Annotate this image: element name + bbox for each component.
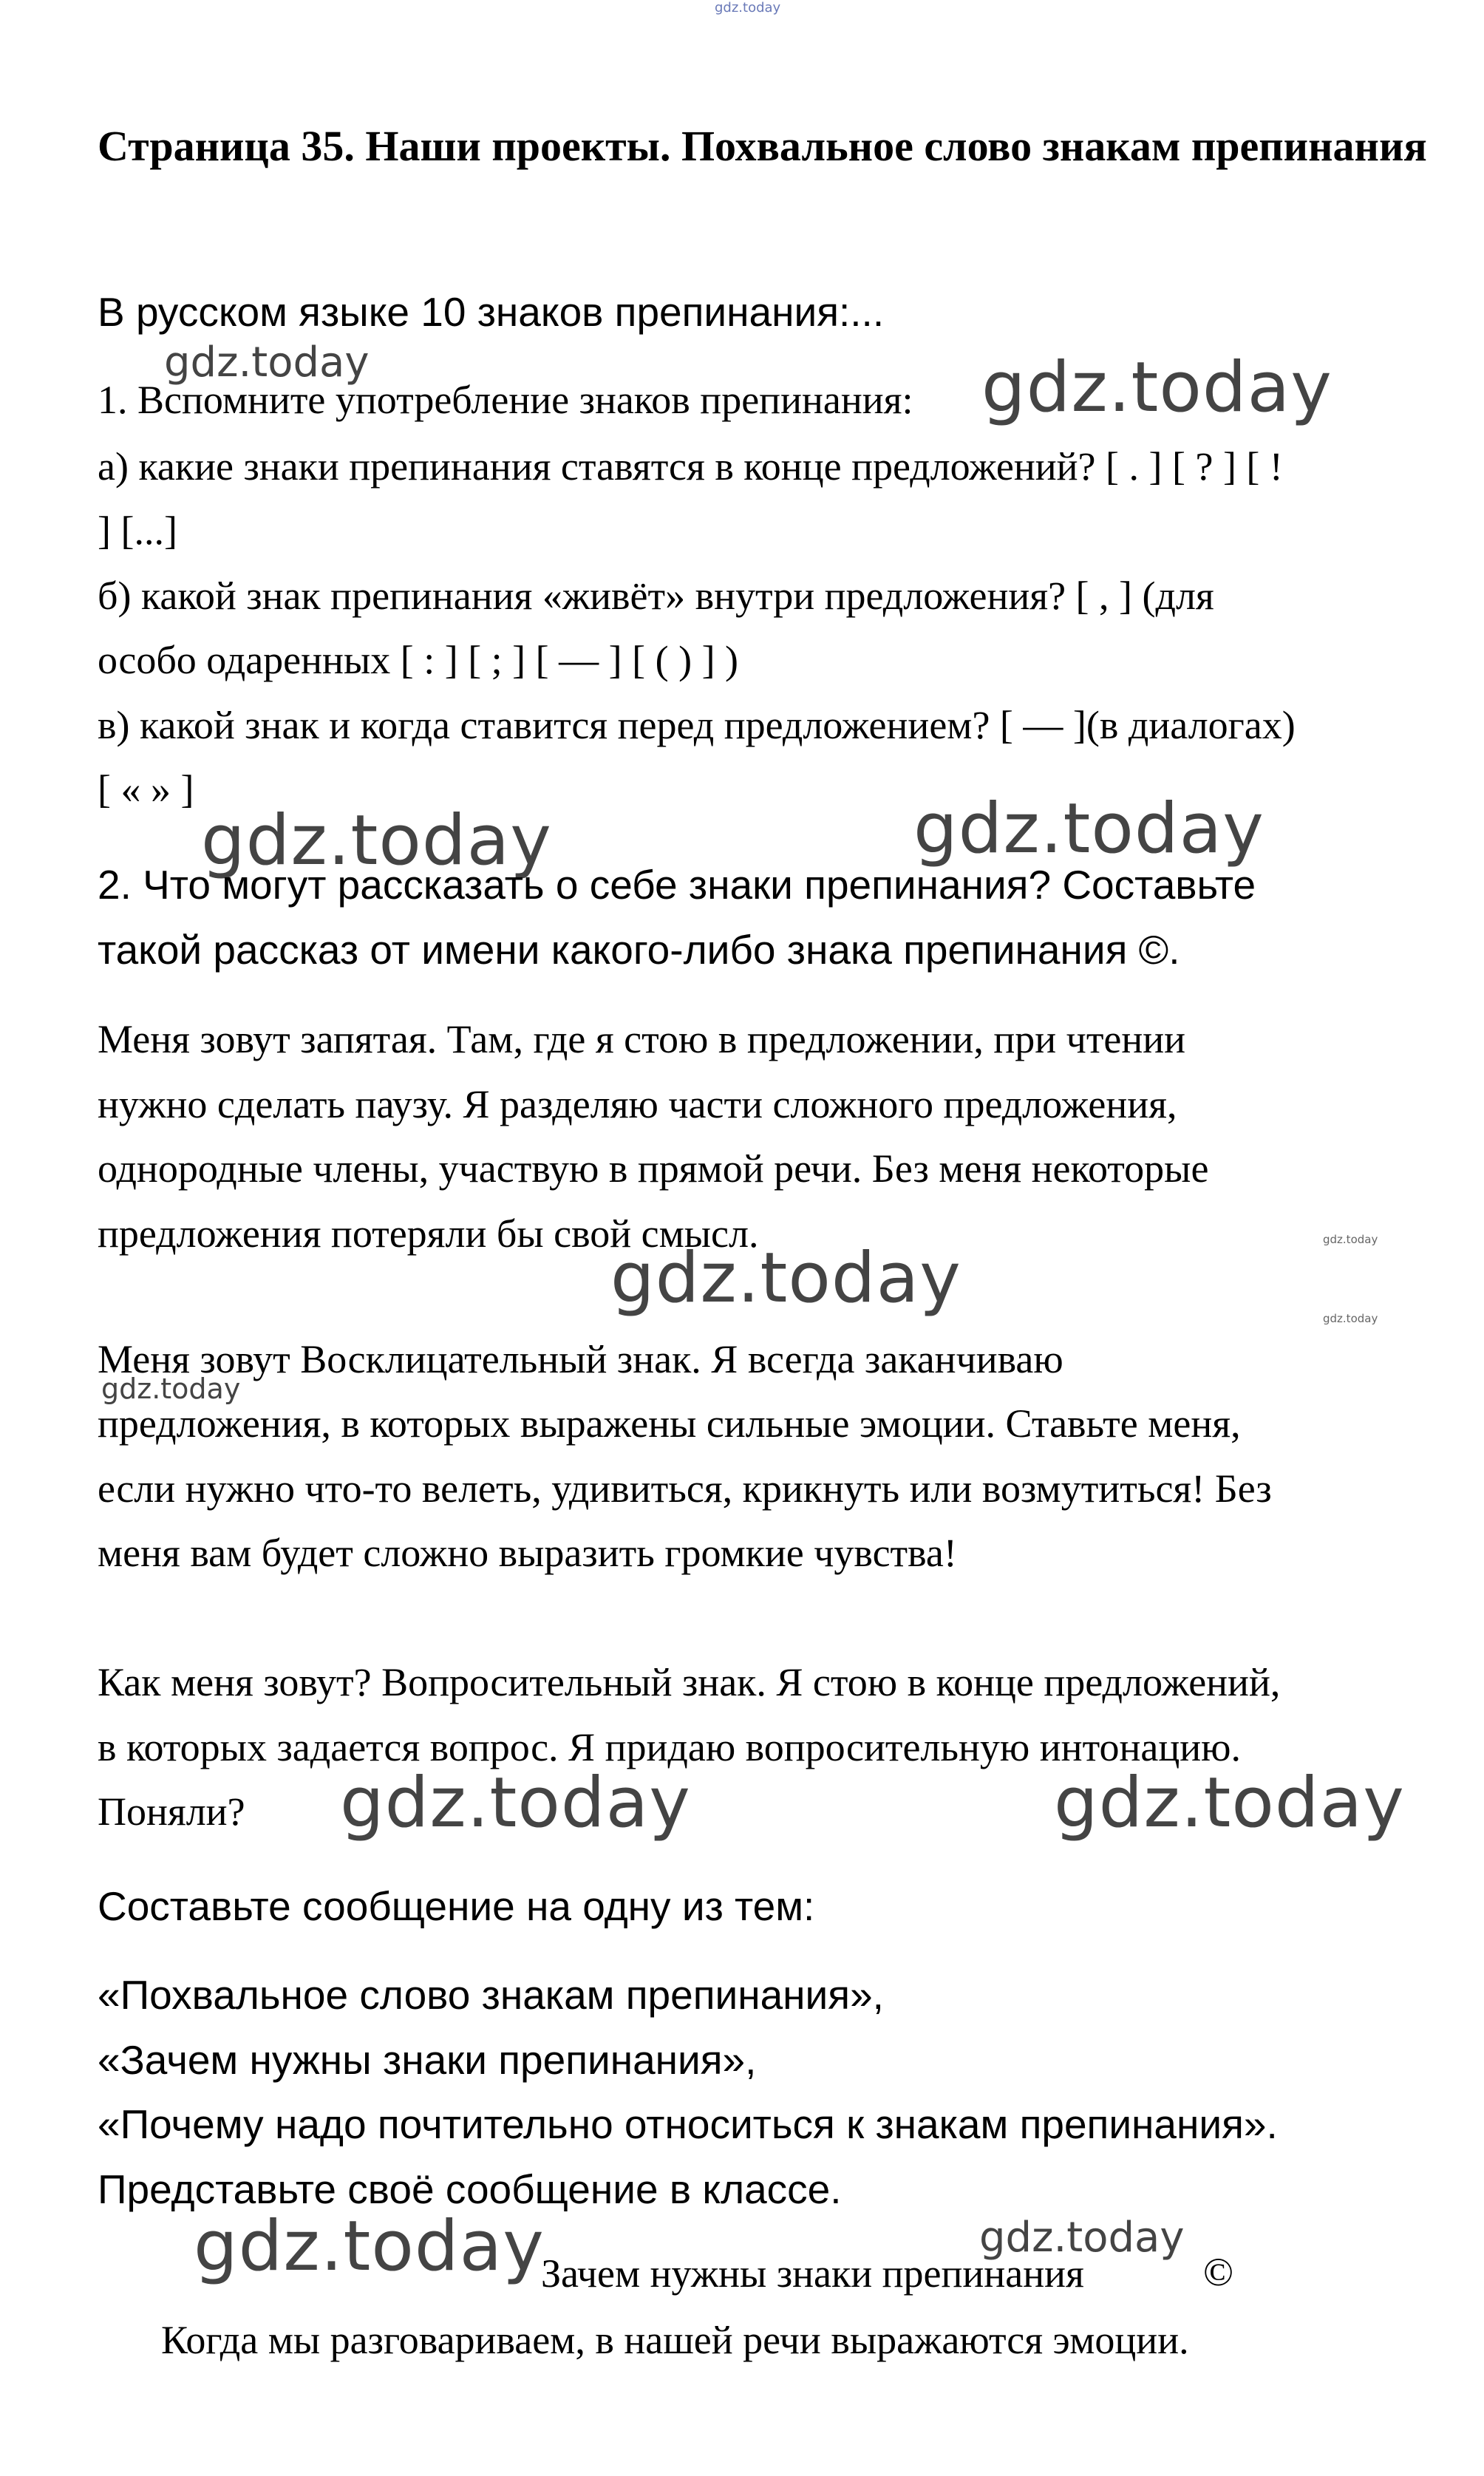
task1-item-b-line2: особо одаренных [ : ] [ ; ] [ — ] [ ( ) ] ) <box>98 638 739 682</box>
paragraph-exclamation-line: если нужно что-то велеть, удивиться, крикнуть или возмутиться! Без <box>98 1466 1272 1511</box>
task1-item-b-line1: б) какой знак препинания «живёт» внутри предложения? [ , ] (для <box>98 574 1214 618</box>
copyright-symbol: © <box>1203 2250 1234 2294</box>
task1-item-a-line1: а) какие знаки препинания ставятся в конце предложений? [ . ] [ ? ] [ ! <box>98 444 1283 489</box>
essay-first-line: Когда мы разговариваем, в нашей речи выражаются эмоции. <box>161 2318 1189 2362</box>
paragraph-question-line: в которых задается вопрос. Я придаю вопросительную интонацию. <box>98 1725 1241 1769</box>
task1-item-a-line2: ] [...] <box>98 509 177 553</box>
intro-text: В русском языке 10 знаков препинания:... <box>98 289 885 335</box>
task2-line2: такой рассказ от имени какого-либо знака препинания ©. <box>98 927 1180 973</box>
task1-item-c-line1: в) какой знак и когда ставится перед предложением? [ — ](в диалогах) <box>98 703 1296 747</box>
essay-title: Зачем нужны знаки препинания <box>541 2251 1084 2296</box>
task2-line1: 2. Что могут рассказать о себе знаки препинания? Составьте <box>98 862 1256 908</box>
watermark: gdz.today <box>101 1373 241 1405</box>
task3-topic: «Зачем нужны знаки препинания», <box>98 2037 757 2083</box>
task3-heading: Составьте сообщение на одну из тем: <box>98 1883 815 1929</box>
watermark: gdz.today <box>610 1238 961 1319</box>
paragraph-comma-line: однородные члены, участвую в прямой речи. Без меня некоторые <box>98 1146 1209 1191</box>
watermark: gdz.today <box>913 789 1265 869</box>
paragraph-exclamation-line: меня вам будет сложно выразить громкие чувства! <box>98 1531 957 1575</box>
watermark: gdz.today <box>340 1763 691 1843</box>
paragraph-comma-line: Меня зовут запятая. Там, где я стою в предложении, при чтении <box>98 1017 1186 1061</box>
task3-topic: «Похвальное слово знакам препинания», <box>98 1972 884 2018</box>
task1-heading: 1. Вспомните употребление знаков препинания: <box>98 378 913 422</box>
watermark: gdz.today <box>201 800 552 881</box>
paragraph-question-line: Как меня зовут? Вопросительный знак. Я стою в конце предложений, <box>98 1660 1281 1704</box>
watermark: gdz.today <box>979 2214 1185 2262</box>
paragraph-exclamation-line: предложения, в которых выражены сильные эмоции. Ставьте меня, <box>98 1401 1241 1446</box>
paragraph-comma-line: нужно сделать паузу. Я разделяю части сложного предложения, <box>98 1082 1177 1126</box>
watermark-top: gdz.today <box>715 0 781 16</box>
paragraph-comma-line: предложения потеряли бы свой смысл. <box>98 1211 759 1256</box>
watermark: gdz.today <box>164 339 370 387</box>
page-title: Страница 35. Наши проекты. Похвальное слово знакам препинания <box>98 122 1427 170</box>
watermark: gdz.today <box>1323 1312 1378 1325</box>
task1-item-c-line2: [ « » ] <box>98 767 194 812</box>
paragraph-exclamation-line: Меня зовут Восклицательный знак. Я всегда заканчиваю <box>98 1337 1063 1381</box>
task3-instruction: Представьте своё сообщение в классе. <box>98 2166 842 2212</box>
watermark: gdz.today <box>1054 1763 1405 1843</box>
watermark: gdz.today <box>1323 1233 1378 1246</box>
watermark: gdz.today <box>981 347 1332 428</box>
paragraph-question-line: Поняли? <box>98 1789 245 1834</box>
task3-topic: «Почему надо почтительно относиться к знакам препинания». <box>98 2101 1278 2147</box>
watermark: gdz.today <box>194 2206 545 2287</box>
